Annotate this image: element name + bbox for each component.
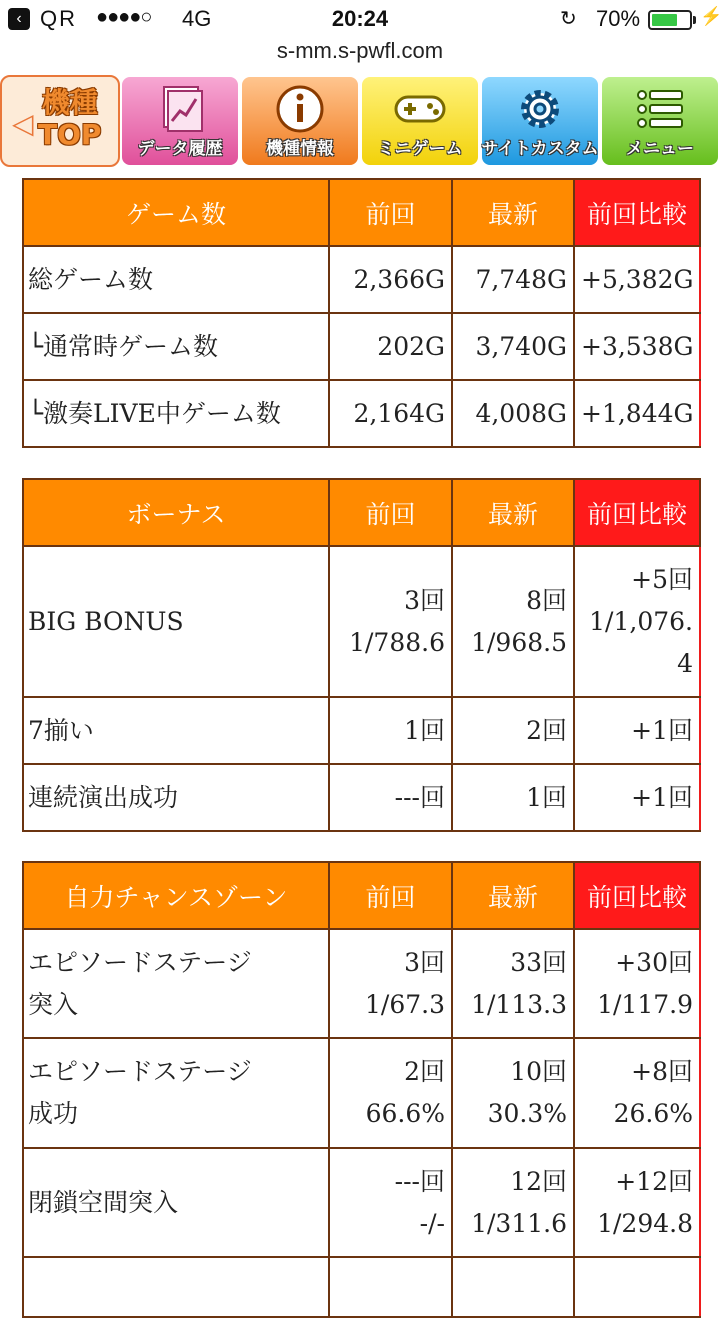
back-icon[interactable]: ‹: [8, 8, 30, 30]
prev-rate: -/-: [419, 1208, 445, 1238]
latest-count: 10回: [510, 1057, 567, 1086]
prev-value: ---回: [329, 764, 452, 831]
latest-value: [452, 546, 574, 697]
compare-value: [574, 929, 700, 1038]
table-row: [23, 546, 700, 697]
row-label-line2: 突入: [28, 989, 79, 1019]
table-row: [23, 1148, 700, 1257]
machine-top-line1: 機種: [41, 86, 98, 119]
info-icon: [272, 83, 328, 135]
gamepad-icon: [392, 83, 448, 135]
nav-label: データ履歴: [137, 139, 223, 159]
clock: 20:24: [331, 6, 389, 31]
nav-menu-button[interactable]: [600, 75, 720, 167]
chance-zone-table: [22, 861, 701, 1318]
charging-icon: ⚡: [700, 6, 722, 26]
prev-count: 2回: [404, 1057, 445, 1086]
battery-icon: [648, 10, 692, 30]
signal-strength-icon: ●●●●○: [96, 6, 152, 28]
row-label: 閉鎖空間突入: [23, 1148, 329, 1257]
latest-count: 12回: [510, 1166, 567, 1196]
latest-rate: 1/113.3: [471, 989, 567, 1019]
prev-rate: 66.6%: [365, 1099, 445, 1128]
row-label-line2: 成功: [28, 1099, 79, 1128]
battery-percent: 70%: [596, 6, 641, 31]
compare-value: +3,538G: [574, 313, 700, 380]
nav-site-custom-button[interactable]: [480, 75, 600, 167]
nav-label: ミニゲーム: [377, 139, 463, 159]
prev-value: [329, 1148, 452, 1257]
header-previous: 前回: [329, 862, 452, 929]
latest-count: 33回: [510, 947, 567, 977]
latest-count: 8回: [526, 585, 567, 615]
latest-value: 2回: [452, 697, 574, 764]
nav-label: 機種情報: [266, 139, 334, 159]
latest-value: 7,748G: [452, 246, 574, 313]
chart-icon: [152, 83, 208, 135]
row-label: └通常時ゲーム数: [23, 313, 329, 380]
prev-count: 3回: [404, 947, 445, 977]
address-bar-url[interactable]: s-mm.s-pwfl.com: [276, 38, 444, 63]
row-label-line1: エピソードステージ: [28, 1057, 252, 1086]
prev-value: 202G: [329, 313, 452, 380]
header-game-count: ゲーム数: [23, 179, 329, 246]
latest-rate: 30.3%: [487, 1099, 567, 1128]
header-latest: 最新: [452, 479, 574, 546]
compare-rate: 1/117.9: [597, 989, 693, 1019]
prev-value: [329, 546, 452, 697]
game-count-table: [22, 178, 701, 448]
header-compare: 前回比較: [574, 179, 700, 246]
header-compare: 前回比較: [574, 862, 700, 929]
prev-rate: 1/788.6: [349, 627, 445, 657]
compare-rate: 1/294.8: [597, 1208, 693, 1238]
compare-count: +5回: [631, 564, 693, 594]
nav-machine-top-button[interactable]: [0, 75, 120, 167]
compare-rate-cont: 4: [677, 648, 693, 678]
prev-value: [329, 1257, 452, 1317]
latest-value: 4,008G: [452, 380, 574, 447]
table-row: [23, 929, 700, 1038]
prev-value: [329, 1038, 452, 1148]
latest-value: [452, 1038, 574, 1148]
compare-value: [574, 1148, 700, 1257]
nav-mini-game-button[interactable]: [360, 75, 480, 167]
arrow-left-icon: ◁: [12, 107, 34, 140]
header-latest: 最新: [452, 179, 574, 246]
compare-value: +1回: [574, 764, 700, 831]
latest-value: [452, 1148, 574, 1257]
prev-value: 2,366G: [329, 246, 452, 313]
table-row: [23, 313, 700, 380]
compare-rate: 26.6%: [613, 1099, 693, 1128]
gear-icon: [512, 83, 568, 135]
row-label: [23, 929, 329, 1038]
compare-count: +12回: [615, 1166, 693, 1196]
latest-value: [452, 929, 574, 1038]
prev-count: 3回: [404, 585, 445, 615]
machine-top-label: [38, 87, 101, 151]
machine-top-line2: TOP: [38, 118, 102, 151]
compare-value: [574, 1038, 700, 1148]
latest-value: [452, 1257, 574, 1317]
compare-value: +5,382G: [574, 246, 700, 313]
compare-value: +1回: [574, 697, 700, 764]
row-label: 連続演出成功: [23, 764, 329, 831]
compare-value: [574, 546, 700, 697]
compare-value: +1,844G: [574, 380, 700, 447]
nav-label: サイトカスタム: [481, 139, 599, 159]
table-row: [23, 1038, 700, 1148]
latest-rate: 1/968.5: [471, 627, 567, 657]
latest-value: 1回: [452, 764, 574, 831]
row-label: └激奏LIVE中ゲーム数: [23, 380, 329, 447]
latest-rate: 1/311.6: [471, 1208, 567, 1238]
row-label: BIG BONUS: [23, 546, 329, 697]
nav-label: メニュー: [626, 139, 694, 159]
compare-rate: 1/1,076.: [589, 606, 693, 636]
nav-data-history-button[interactable]: [120, 75, 240, 167]
carrier-name: QR: [40, 6, 77, 31]
prev-value: 1回: [329, 697, 452, 764]
nav-machine-info-button[interactable]: [240, 75, 360, 167]
prev-value: [329, 929, 452, 1038]
compare-value: [574, 1257, 700, 1317]
row-label-line1: エピソードステージ: [28, 947, 252, 977]
prev-count: ---回: [394, 1166, 445, 1196]
prev-value: 2,164G: [329, 380, 452, 447]
header-latest: 最新: [452, 862, 574, 929]
latest-value: 3,740G: [452, 313, 574, 380]
nav-bar: [0, 75, 720, 167]
table-row: [23, 246, 700, 313]
table-row-partial: [23, 1257, 700, 1317]
status-bar: [0, 0, 720, 40]
header-compare: 前回比較: [574, 479, 700, 546]
header-previous: 前回: [329, 479, 452, 546]
compare-count: +8回: [631, 1057, 693, 1086]
header-chance-zone: 自力チャンスゾーン: [23, 862, 329, 929]
row-label: 総ゲーム数: [23, 246, 329, 313]
header-previous: 前回: [329, 179, 452, 246]
row-label: [23, 1038, 329, 1148]
row-label: 7揃い: [23, 697, 329, 764]
menu-icon: [632, 83, 688, 135]
table-row: [23, 697, 700, 764]
header-bonus: ボーナス: [23, 479, 329, 546]
compare-count: +30回: [615, 947, 693, 977]
battery-tip: [693, 16, 696, 24]
network-type: 4G: [182, 6, 212, 31]
table-row: [23, 380, 700, 447]
row-label: [23, 1257, 329, 1317]
bonus-table: [22, 478, 701, 832]
table-row: [23, 764, 700, 831]
prev-rate: 1/67.3: [365, 989, 445, 1019]
orientation-lock-icon: ↻: [560, 8, 577, 30]
